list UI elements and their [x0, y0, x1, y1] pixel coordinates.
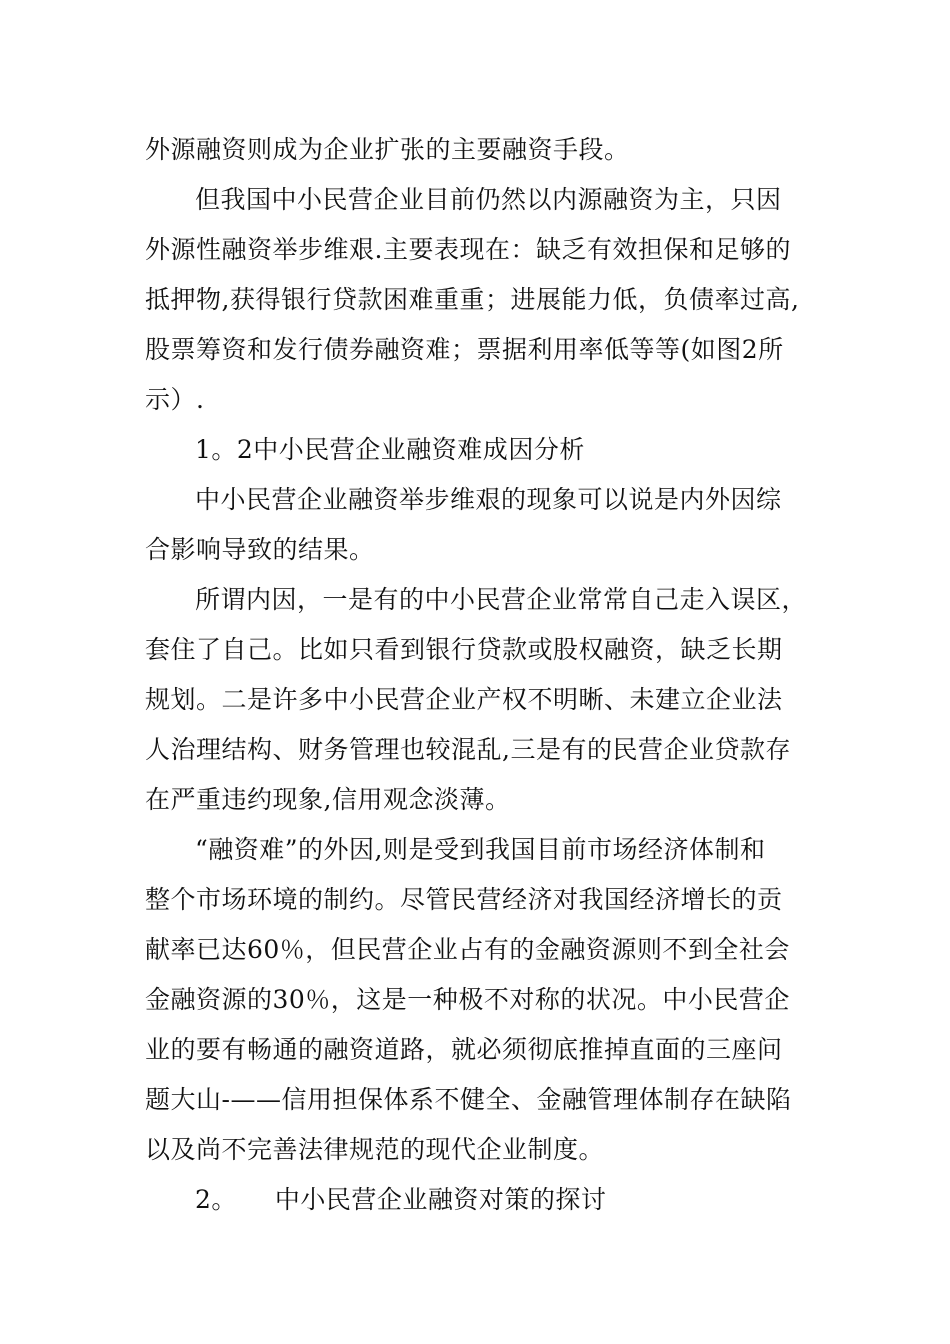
body-line: 抵押物,获得银行贷款困难重重；进展能力低，负债率过高,: [145, 285, 800, 314]
section-number: 2。: [195, 1185, 237, 1214]
body-line: 规划。二是许多中小民营企业产权不明晰、未建立企业法: [145, 685, 783, 714]
body-line: 套住了自己。比如只看到银行贷款或股权融资，缺乏长期: [145, 635, 783, 664]
body-line: 但我国中小民营企业目前仍然以内源融资为主，只因: [195, 185, 782, 214]
subsection-heading: 1。2中小民营企业融资难成因分析: [195, 435, 585, 464]
body-line: 外源性融资举步维艰.主要表现在：缺乏有效担保和足够的: [145, 235, 791, 264]
section-heading: [195, 1182, 875, 1218]
body-line: 献率已达60％，但民营企业占有的金融资源则不到全社会: [145, 935, 790, 964]
body-line: 以及尚不完善法律规范的现代企业制度。: [145, 1135, 605, 1164]
body-line: 业的要有畅通的融资道路，就必须彻底推掉直面的三座问: [145, 1035, 783, 1064]
body-line: 题大山-——信用担保体系不健全、金融管理体制存在缺陷: [145, 1085, 792, 1114]
body-line: 金融资源的30％，这是一种极不对称的状况。中小民营企: [145, 985, 790, 1014]
body-line: 中小民营企业融资举步维艰的现象可以说是内外因综: [195, 485, 782, 514]
body-line: 外源融资则成为企业扩张的主要融资手段。: [145, 135, 630, 164]
body-line: 整个市场环境的制约。尽管民营经济对我国经济增长的贡: [145, 885, 783, 914]
body-line: 所谓内因，一是有的中小民营企业常常自己走入误区，: [195, 585, 808, 614]
body-line: 股票筹资和发行债券融资难；票据利用率低等等(如图2所: [145, 335, 784, 364]
body-line: 在严重违约现象,信用观念淡薄。: [145, 785, 511, 814]
body-line: “融资难”的外因,则是受到我国目前市场经济体制和: [195, 835, 766, 864]
body-line: 人治理结构、财务管理也较混乱,三是有的民营企业贷款存: [145, 735, 791, 764]
body-line: 示）.: [145, 385, 205, 414]
body-line: 合影响导致的结果。: [145, 535, 375, 564]
section-title: 中小民营企业融资对策的探讨: [274, 1185, 607, 1214]
